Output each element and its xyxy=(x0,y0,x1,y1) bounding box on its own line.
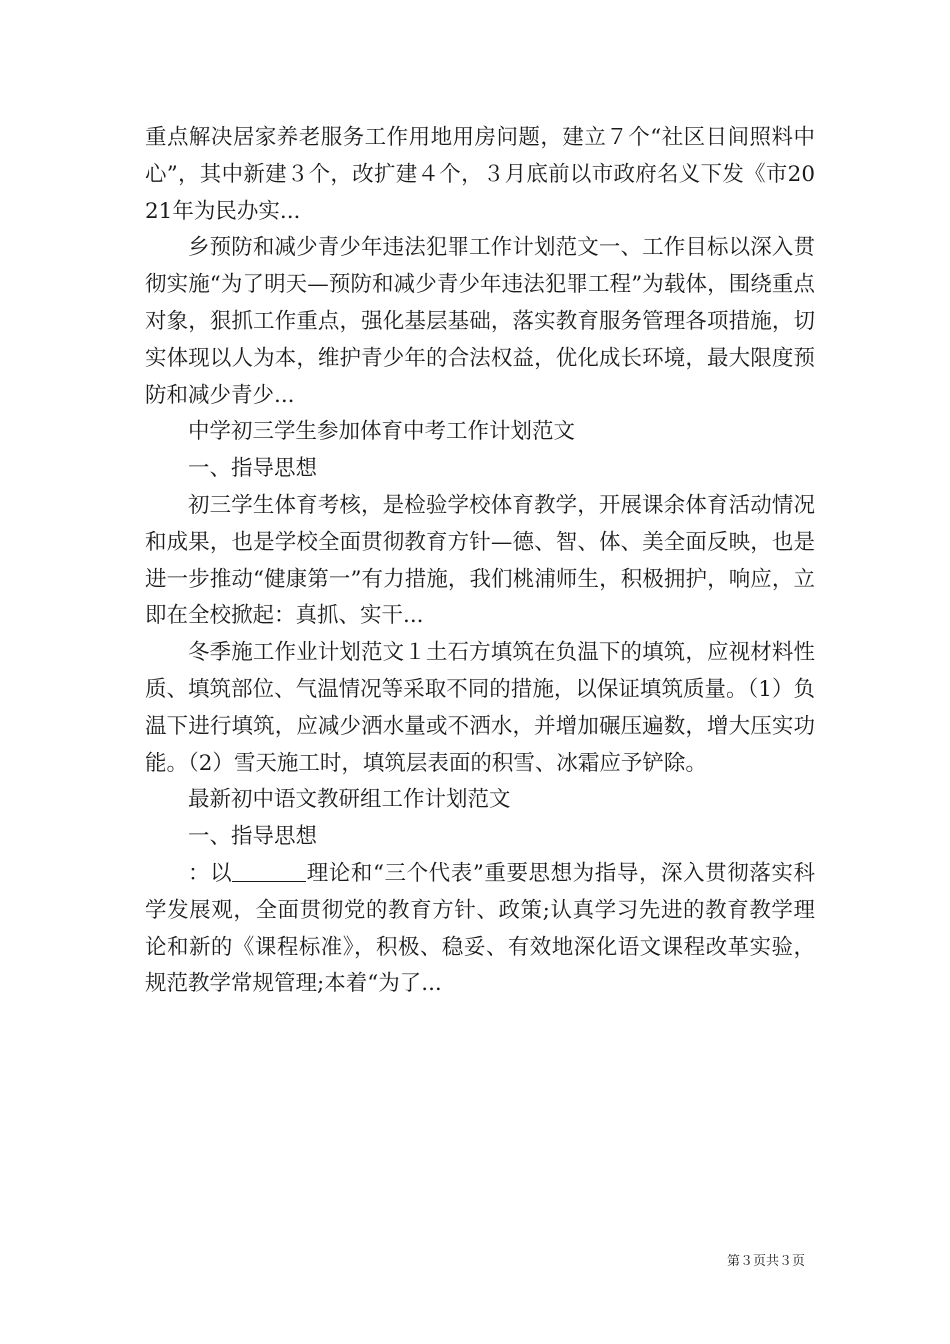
paragraph-winter-construction: 冬季施工作业计划范文１土石方填筑在负温下的填筑，应视材料性质、填筑部位、气温情况等采取不同的措施，以保证填筑质量。（1）负温下进行填筑，应减少洒水量或不洒水，并增加碾压遍数，增大压实功能。（2）雪天施工时，填筑层表面的积雪、冰霜应予铲除。 xyxy=(145,640,815,776)
heading-pe-exam-plan: 中学初三学生参加体育中考工作计划范文 xyxy=(188,419,576,445)
paragraph-chinese-guidance xyxy=(145,856,815,1003)
heading-guiding-ideology-1: 一、指导思想 xyxy=(188,456,318,482)
document-body xyxy=(145,120,815,1003)
heading-guiding-ideology-2: 一、指导思想 xyxy=(188,824,318,850)
page-number: 第３页共３页 xyxy=(726,1254,805,1269)
paragraph-prefix: ：以 xyxy=(188,860,233,886)
paragraph-suffix: 理论和“三个代表”重要思想为指导，深入贯彻落实科学发展观，全面贯彻党的教育方针、政策;认真学习先进的教育教学理论和新的《课程标准》，积极、稳妥、有效地深化语文课程改革实验，规范教学常规管理;本着“为了... xyxy=(145,860,815,997)
heading-chinese-teaching-plan: 最新初中语文教研组工作计划范文 xyxy=(188,787,511,813)
paragraph-youth-crime-plan: 乡预防和减少青少年违法犯罪工作计划范文一、工作目标以深入贯彻实施“为了明天—预防和减少青少年违法犯罪工程”为载体，围绕重点对象，狠抓工作重点，强化基层基础，落实教育服务管理各项措施，切实体现以人为本，维护青少年的合法权益，优化成长环境，最大限度预防和减少青少... xyxy=(145,235,815,408)
paragraph-housing-service: 重点解决居家养老服务工作用地用房问题，建立７个“社区日间照料中心”，其中新建３个，改扩建４个，３月底前以市政府名义下发《市2021年为民办实... xyxy=(145,125,815,224)
paragraph-pe-assessment: 初三学生体育考核，是检验学校体育教学，开展课余体育活动情况和成果，也是学校全面贯彻教育方针—德、智、体、美全面反映，也是进一步推动“健康第一”有力措施，我们桃浦师生，积极拥护，响应，立即在全校掀起：真抓、实干... xyxy=(145,492,815,629)
fill-in-blank xyxy=(232,860,306,883)
